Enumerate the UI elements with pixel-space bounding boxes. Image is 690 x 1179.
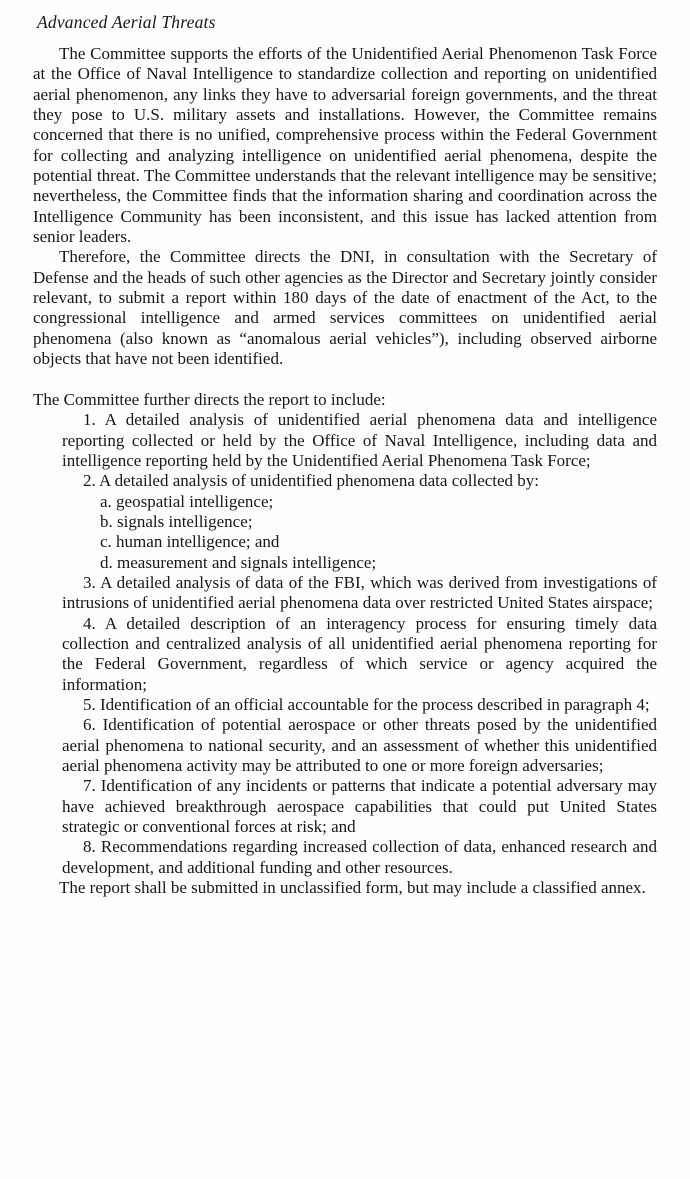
numbered-item-1: 1. A detailed analysis of unidentified aerial phenomena data and intelligence reporting collected or held by the Office of Naval Intelligence, including data and intelligence reporting held by the Unidentified Aerial Phenomena Task Force; [62,410,657,470]
paragraph-therefore-directs: Therefore, the Committee directs the DNI, in consultation with the Secretary of Defense and the heads of such other agencies as the Director and Secretary jointly consider relevant, to submit a report within 180 days of the date of enactment of the Act, to the congressional intelligence and armed services committees on unidentified aerial phenomena (also known as “anomalous aerial vehicles”), including observed airborne objects that have not been identified. [33,247,657,369]
closing-paragraph: The report shall be submitted in unclassified form, but may include a classified annex. [59,878,646,898]
numbered-item-7: 7. Identification of any incidents or patterns that indicate a potential adversary may have achieved breakthrough aerospace capabilities that could put United States strategic or conventional forces at risk; and [62,776,657,837]
lettered-item-d: d. measurement and signals intelligence; [100,552,377,572]
numbered-item-2: 2. A detailed analysis of unidentified phenomena data collected by: [83,471,540,491]
body-column [33,44,657,898]
paragraph-committee-supports: The Committee supports the efforts of the Unidentified Aerial Phenomenon Task Force at the Office of Naval Intelligence to standardize collection and reporting on unidentified aerial phenomenon, any links they have to adversarial foreign governments, and the threat they pose to U.S. military assets and installations. However, the Committee remains concerned that there is no unified, comprehensive process within the Federal Government for collecting and analyzing intelligence on unidentified aerial phenomena, despite the potential threat. The Committee understands that the relevant intelligence may be sensitive; nevertheless, the Committee finds that the information sharing and coordination across the Intelligence Community has been inconsistent, and this issue has lacked attention from senior leaders. [33,44,657,247]
numbered-item-6: 6. Identification of potential aerospace or other threats posed by the unidentified aerial phenomena to national security, and an assessment of whether this unidentified aerial phenomena activity may be attributed to one or more foreign adversaries; [62,715,657,776]
lettered-item-c: c. human intelligence; and [100,532,280,552]
list-intro-line: The Committee further directs the report to include: [33,389,386,409]
numbered-item-8: 8. Recommendations regarding increased collection of data, enhanced research and development, and additional funding and other resources. [62,837,657,877]
lettered-item-a: a. geospatial intelligence; [100,491,274,511]
lettered-item-b: b. signals intelligence; [100,511,253,531]
section-heading: Advanced Aerial Threats [37,12,216,32]
numbered-item-4: 4. A detailed description of an interagency process for ensuring timely data collection and centralized analysis of all unidentified aerial phenomena reporting for the Federal Government, regardless of which service or agency acquired the information; [62,613,657,694]
numbered-item-5: 5. Identification of an official accountable for the process described in paragraph 4; [83,695,650,714]
numbered-item-3: 3. A detailed analysis of data of the FBI, which was derived from investigations of intrusions of unidentified aerial phenomena data over restricted United States airspace; [62,572,657,613]
